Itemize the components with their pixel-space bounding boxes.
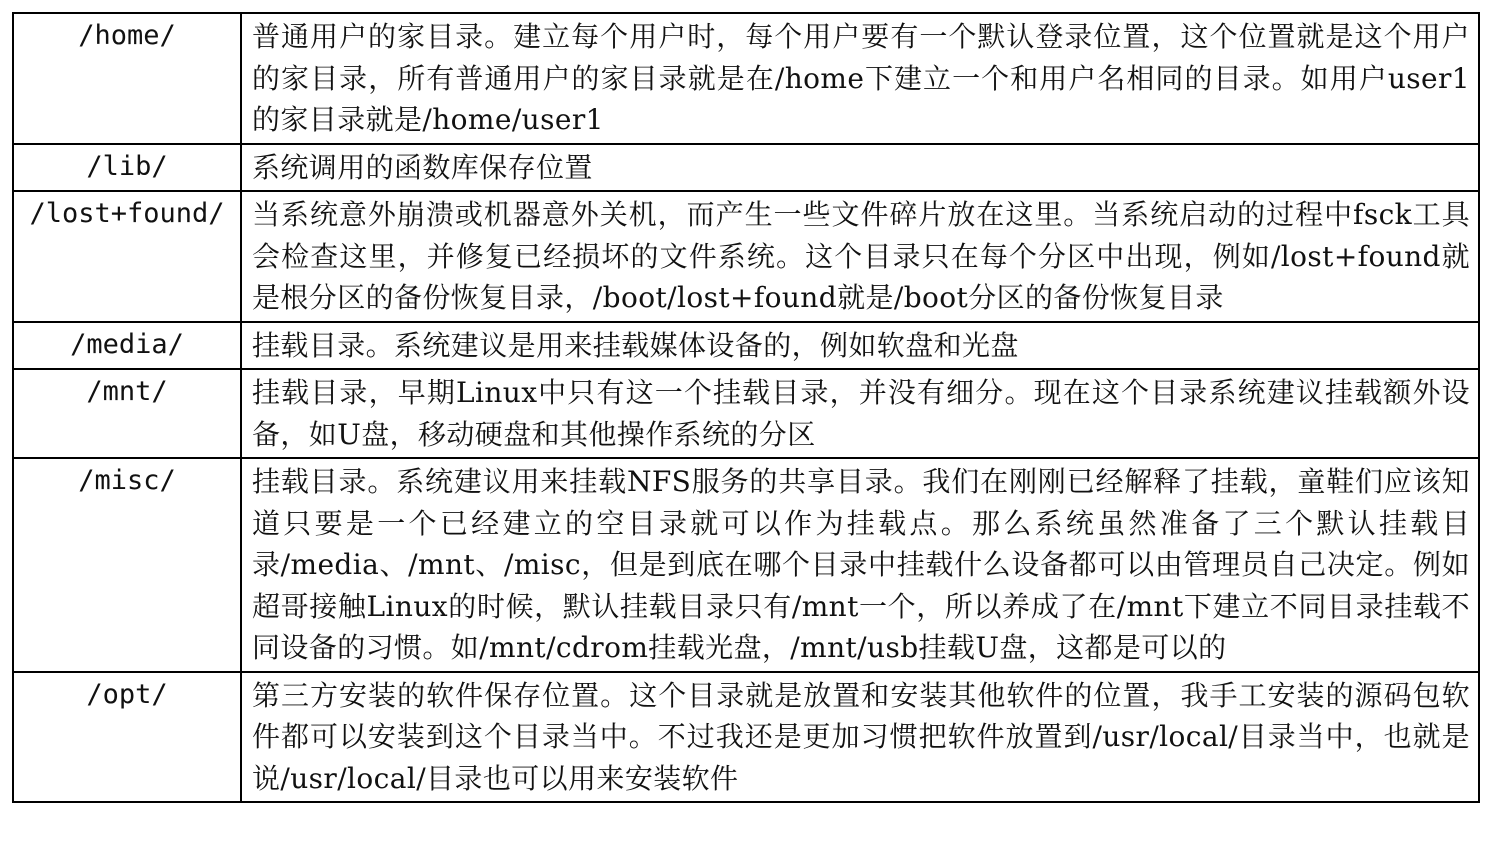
- description-cell: 普通用户的家目录。建立每个用户时，每个用户要有一个默认登录位置，这个位置就是这个用户的家目录，所有普通用户的家目录就是在/home下建立一个和用户名相同的目录。如用户user1的家目录就是/home/user1: [241, 13, 1479, 144]
- description-cell: 系统调用的函数库保存位置: [241, 144, 1479, 192]
- path-cell: /opt/: [13, 672, 241, 803]
- table-row: [13, 322, 1479, 370]
- directory-table: [12, 12, 1480, 803]
- description-cell: 第三方安装的软件保存位置。这个目录就是放置和安装其他软件的位置，我手工安装的源码包软件都可以安装到这个目录当中。不过我还是更加习惯把软件放置到/usr/local/目录当中，也就是说/usr/local/目录也可以用来安装软件: [241, 672, 1479, 803]
- description-cell: 挂载目录，早期Linux中只有这一个挂载目录，并没有细分。现在这个目录系统建议挂载额外设备，如U盘，移动硬盘和其他操作系统的分区: [241, 369, 1479, 458]
- table-row: [13, 672, 1479, 803]
- path-cell: /media/: [13, 322, 241, 370]
- path-cell: /lib/: [13, 144, 241, 192]
- table-row: [13, 191, 1479, 322]
- path-cell: /lost+found/: [13, 191, 241, 322]
- table-row: [13, 144, 1479, 192]
- description-cell: 挂载目录。系统建议用来挂载NFS服务的共享目录。我们在刚刚已经解释了挂载，童鞋们应该知道只要是一个已经建立的空目录就可以作为挂载点。那么系统虽然准备了三个默认挂载目录/media、/mnt、/misc，但是到底在哪个目录中挂载什么设备都可以由管理员自己决定。例如超哥接触Linux的时候，默认挂载目录只有/mnt一个，所以养成了在/mnt下建立不同目录挂载不同设备的习惯。如/mnt/cdrom挂载光盘，/mnt/usb挂载U盘，这都是可以的: [241, 458, 1479, 672]
- table-row: [13, 13, 1479, 144]
- table-row: [13, 458, 1479, 672]
- path-cell: /home/: [13, 13, 241, 144]
- table-row: [13, 369, 1479, 458]
- description-cell: 挂载目录。系统建议是用来挂载媒体设备的，例如软盘和光盘: [241, 322, 1479, 370]
- path-cell: /misc/: [13, 458, 241, 672]
- path-cell: /mnt/: [13, 369, 241, 458]
- description-cell: 当系统意外崩溃或机器意外关机，而产生一些文件碎片放在这里。当系统启动的过程中fsck工具会检查这里，并修复已经损坏的文件系统。这个目录只在每个分区中出现，例如/lost+found就是根分区的备份恢复目录，/boot/lost+found就是/boot分区的备份恢复目录: [241, 191, 1479, 322]
